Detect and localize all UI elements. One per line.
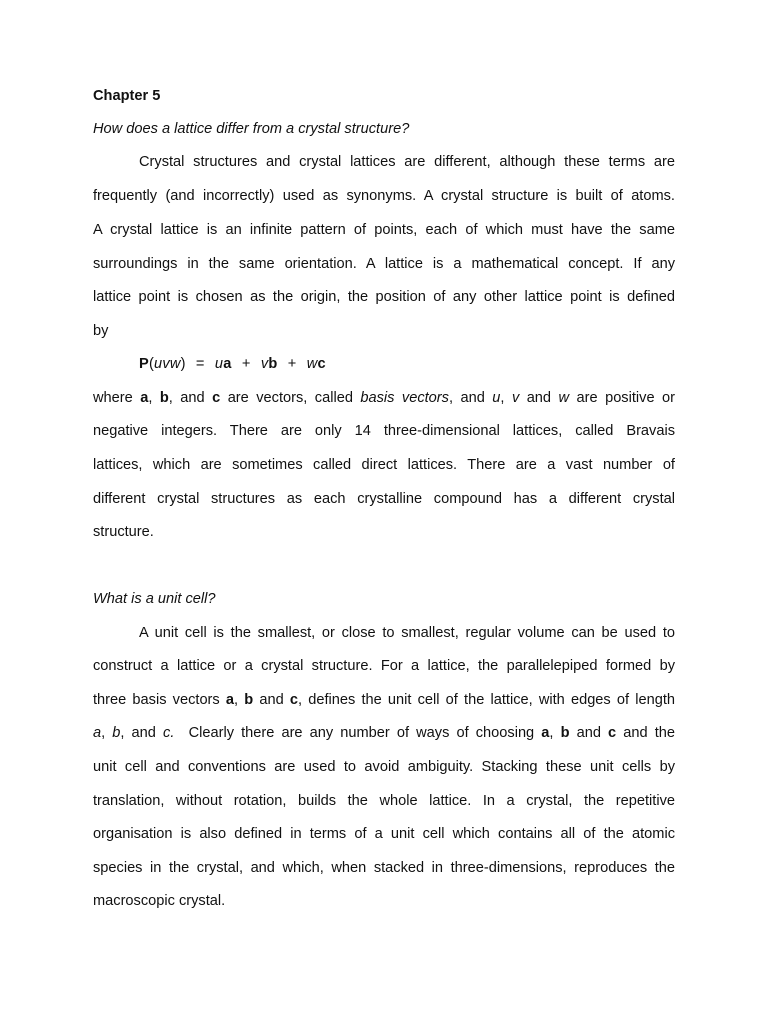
eq-uvw: uvw [154,356,181,372]
text-run: and [519,390,559,406]
section1-p1-line1: Crystal structures and crystal lattices are different, although these terms are [139,154,675,170]
vector-b: b [560,725,570,741]
section1-p2-line1 [93,388,675,408]
text-run: , [500,390,512,406]
eq-plus-2: + [287,356,297,372]
text-run: , and [168,390,213,406]
section2-question: What is a unit cell? [93,591,216,607]
section1-question: How does a lattice differ from a crystal structure? [93,121,410,137]
var-w: w [558,390,570,406]
section1-p1-line5: lattice point is chosen as the origin, the position of any other lattice point is defined [93,289,675,305]
section1-p1-line4: surroundings in the same orientation. A lattice is a mathematical concept. If any [93,256,675,272]
section1-p1-line2: frequently (and incorrectly) used as synonyms. A crystal structure is built of atoms. [93,188,675,204]
term-basis-vectors: basis vectors [360,390,449,406]
section1-p1-line6: by [93,323,109,339]
text-run: , [234,692,245,708]
section2-line4 [93,723,675,743]
section2-line1: A unit cell is the smallest, or close to smallest, regular volume can be used to [139,625,675,641]
text-run: and [253,692,290,708]
eq-w: w [306,356,318,372]
eq-equals: = [195,356,205,372]
eq-p: P [139,356,149,372]
vector-a: a [541,725,550,741]
text-run: , and [448,390,493,406]
var-v: v [511,390,520,406]
text-run: are vectors, called [220,390,361,406]
eq-plus-1: + [241,356,251,372]
text-run: , and [120,725,164,741]
eq-close: ) [180,356,186,372]
vector-c: c [608,725,617,741]
text-run: and the [616,725,676,741]
vector-b: b [244,692,254,708]
edge-b: b [112,725,121,741]
section2-line9: macroscopic crystal. [93,893,226,909]
chapter-heading: Chapter 5 [93,88,161,104]
section1-p2-line5: structure. [93,524,154,540]
eq-v: v [260,356,269,372]
text-run: are positive or [569,390,675,406]
section2-line5: unit cell and conventions are used to avoid ambiguity. Stacking these unit cells by [93,759,675,775]
edge-c: c. [163,725,175,741]
section2-line3 [93,690,675,710]
vector-c: c [289,692,298,708]
text-run: , [101,725,113,741]
text-run: Clearly there are any number of ways of choosing [174,725,542,741]
eq-u: u [214,356,224,372]
section2-line2: construct a lattice or a crystal structure. For a lattice, the parallelepiped formed by [93,658,675,674]
section1-p2-line4: different crystal structures as each crystalline compound has a different crystal [93,491,675,507]
section2-line8: species in the crystal, and which, when stacked in three-dimensions, reproduces the [93,860,675,876]
eq-c: c [317,356,326,372]
text-run: , [549,725,561,741]
lattice-vector-equation [139,354,439,374]
vector-a: a [225,692,235,708]
section2-line7: organisation is also defined in terms of a unit cell which contains all of the atomic [93,826,675,842]
text-run: , [148,390,160,406]
section2-line6: translation, without rotation, builds the whole lattice. In a crystal, the repetitive [93,793,675,809]
section1-p1-line3: A crystal lattice is an infinite pattern of points, each of which must have the same [93,222,675,238]
eq-a: a [223,356,232,372]
var-u: u [492,390,501,406]
text-run: where [93,390,141,406]
vector-b: b [159,390,169,406]
text-run: and [569,725,609,741]
vector-c: c [212,390,221,406]
edge-a: a [93,725,102,741]
vector-a: a [140,390,149,406]
section1-p2-line2: negative integers. There are only 14 three-dimensional lattices, called Bravais [93,423,675,439]
eq-b: b [268,356,278,372]
eq-open: ( [148,356,154,372]
text-run: three basis vectors [93,692,226,708]
section1-p2-line3: lattices, which are sometimes called direct lattices. There are a vast number of [93,457,675,473]
text-run: , defines the unit cell of the lattice, with edges of length [298,692,675,708]
